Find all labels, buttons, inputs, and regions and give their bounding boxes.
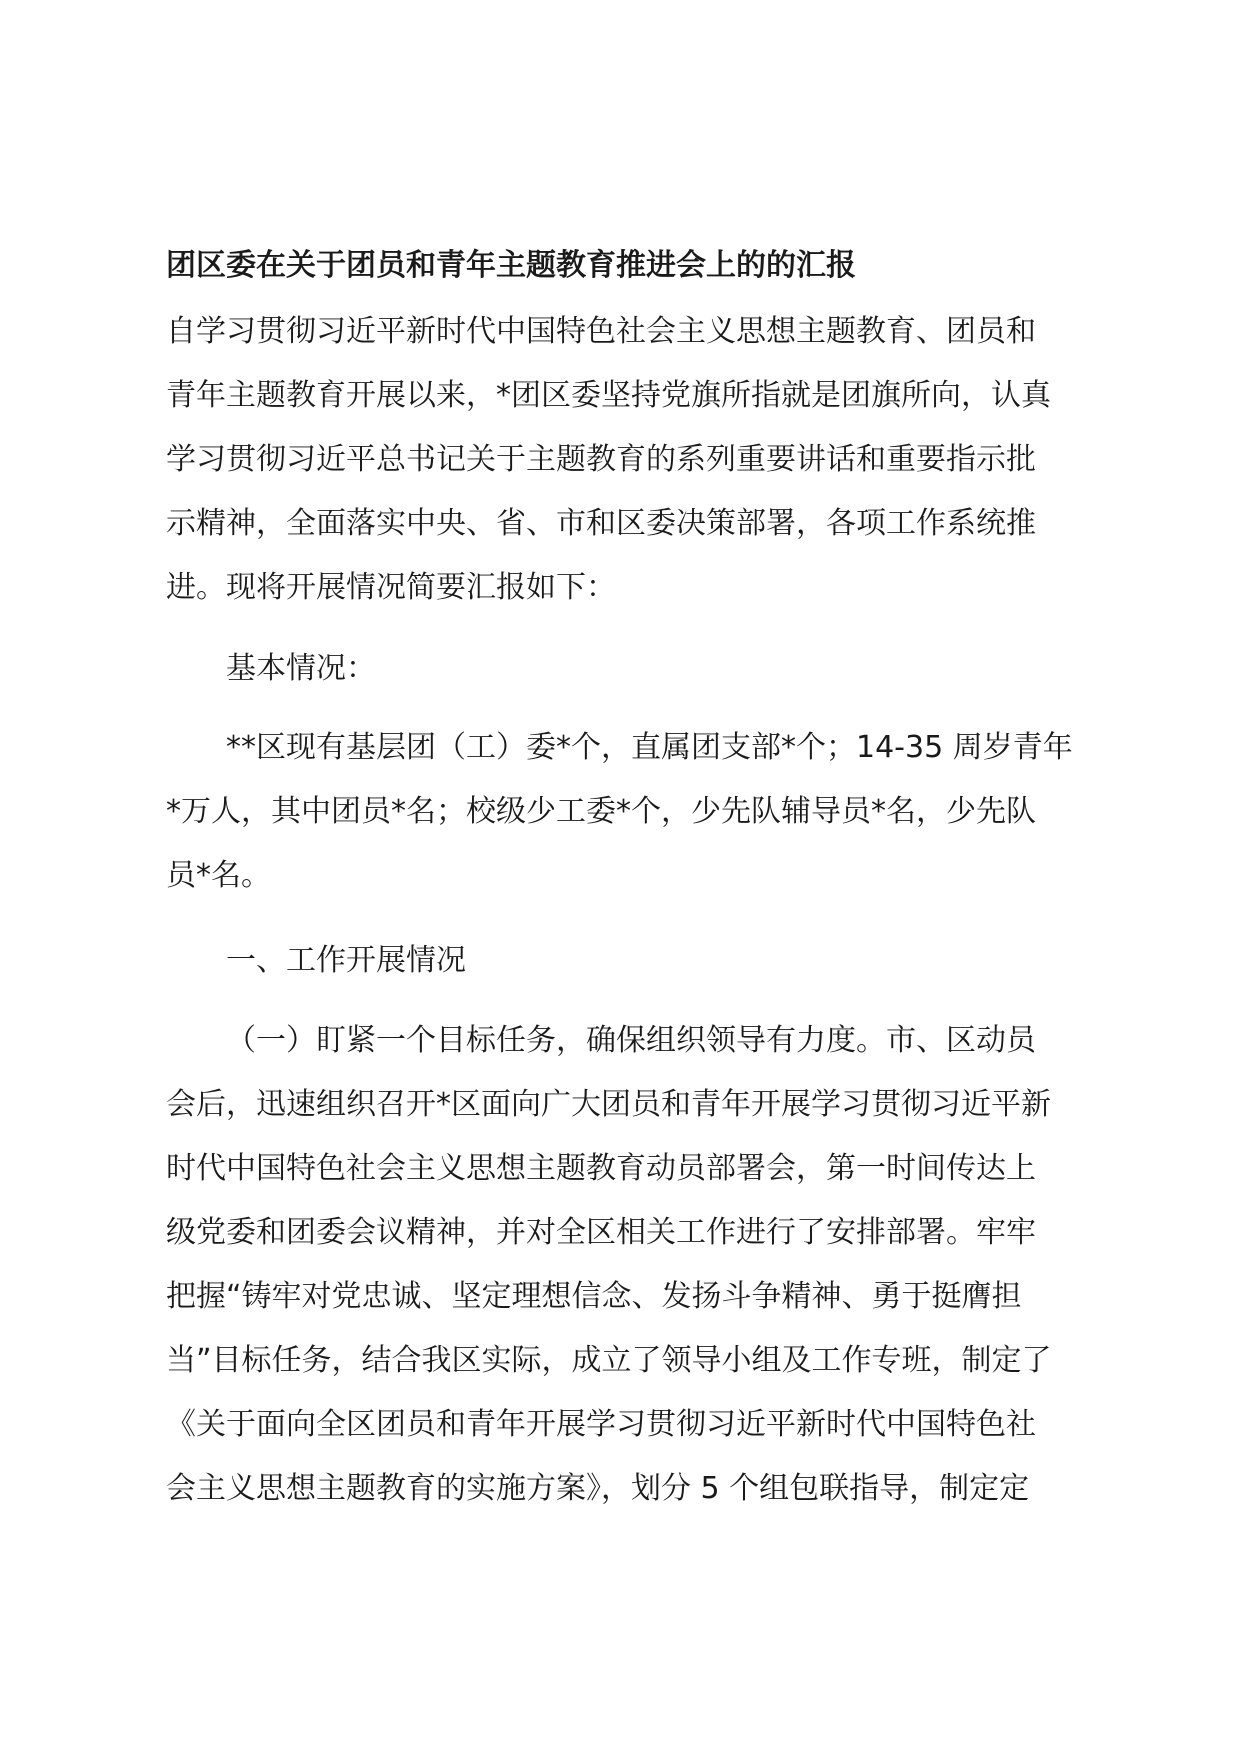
text-line: 会主义思想主题教育的实施方案》，划分 5 个组包联指导，制定定 — [166, 1471, 1030, 1506]
text-line: **区现有基层团（工）委*个，直属团支部*个；14-35 周岁青年 — [226, 730, 1073, 765]
document-title: 团区委在关于团员和青年主题教育推进会上的的汇报 — [166, 248, 856, 283]
section-one-heading — [166, 929, 1086, 993]
text-line: 《关于面向全区团员和青年开展学习贯彻习近平新时代中国特色社 — [166, 1407, 1036, 1442]
item-one-paragraph — [166, 1009, 1086, 1521]
text-line: 把握“铸牢对党忠诚、坚定理想信念、发扬斗争精神、勇于挺膺担 — [166, 1279, 1022, 1314]
basic-situation-paragraph — [166, 716, 1086, 908]
text-line: 时代中国特色社会主义思想主题教育动员部署会，第一时间传达上 — [166, 1151, 1036, 1186]
basic-situation-heading — [166, 637, 1086, 701]
text-line: 自学习贯彻习近平新时代中国特色社会主义思想主题教育、团员和 — [166, 314, 1036, 349]
text-line: 一、工作开展情况 — [226, 943, 466, 978]
text-line: （一）盯紧一个目标任务，确保组织领导有力度。市、区动员 — [226, 1023, 1036, 1058]
text-line: 学习贯彻习近平总书记关于主题教育的系列重要讲话和重要指示批 — [166, 442, 1036, 477]
text-line: 基本情况： — [226, 651, 376, 686]
intro-paragraph — [166, 300, 1086, 620]
text-line: 示精神，全面落实中央、省、市和区委决策部署，各项工作系统推 — [166, 506, 1036, 541]
text-line: 青年主题教育开展以来，*团区委坚持党旗所指就是团旗所向，认真 — [166, 378, 1051, 413]
text-line: 当”目标任务，结合我区实际，成立了领导小组及工作专班，制定了 — [166, 1343, 1052, 1378]
text-line: 会后，迅速组织召开*区面向广大团员和青年开展学习贯彻习近平新 — [166, 1087, 1051, 1122]
text-line: 员*名。 — [166, 858, 271, 893]
text-line: 进。现将开展情况简要汇报如下： — [166, 570, 616, 605]
text-line: *万人，其中团员*名；校级少工委*个，少先队辅导员*名，少先队 — [166, 794, 1036, 829]
text-line: 级党委和团委会议精神，并对全区相关工作进行了安排部署。牢牢 — [166, 1215, 1036, 1250]
